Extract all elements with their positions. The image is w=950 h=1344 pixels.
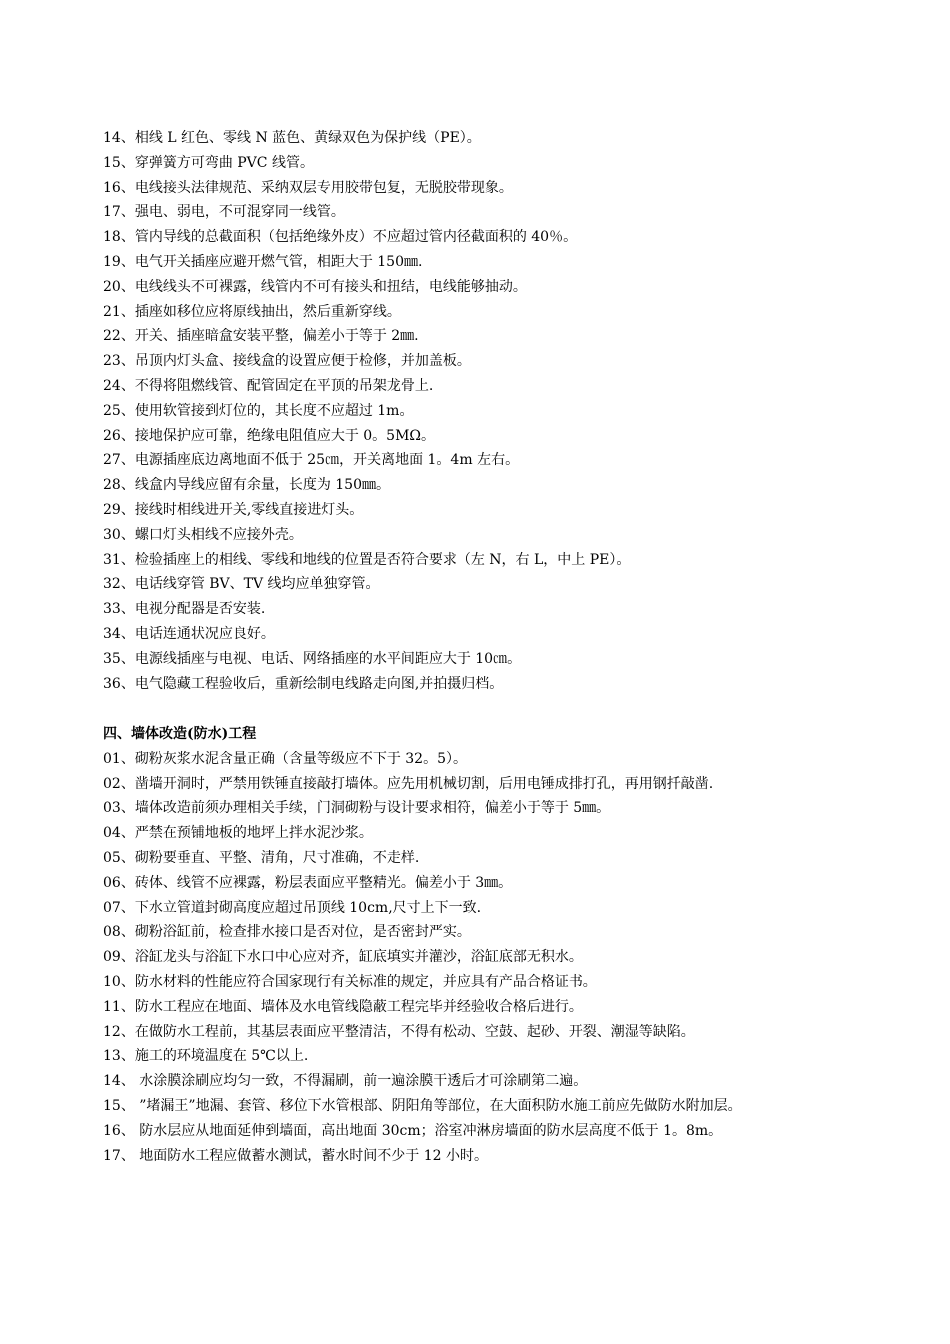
list-item: 08、砌粉浴缸前，检查排水接口是否对位，是否密封严实。 [103,924,471,941]
list-item: 15、穿弹簧方可弯曲 PVC 线管。 [103,154,314,171]
list-item: 33、电视分配器是否安装. [103,601,266,618]
list-item: 19、电气开关插座应避开燃气管，相距大于 150㎜. [103,253,423,270]
list-item: 16、电线接头法律规范、采纳双层专用胶带包复，无脱胶带现象。 [103,179,513,196]
list-item: 26、接地保护应可靠，绝缘电阻值应大于 0。5MΩ。 [103,427,436,444]
list-item: 20、电线线头不可裸露，线管内不可有接头和扭结，电线能够抽动。 [103,278,527,295]
list-item: 07、下水立管道封砌高度应超过吊顶线 10cm,尺寸上下一致. [103,899,482,916]
list-item: 25、使用软管接到灯位的，其长度不应超过 1m。 [103,402,414,419]
list-item: 28、线盒内导线应留有余量，长度为 150㎜。 [103,477,390,494]
list-item: 24、不得将阻燃线管、配管固定在平顶的吊架龙骨上. [103,377,434,394]
list-item: 01、砌粉灰浆水泥含量正确（含量等级应不下于 32。5）。 [103,750,467,767]
list-item: 27、电源插座底边离地面不低于 25㎝，开关离地面 1。4m 左右。 [103,452,520,469]
list-item: 13、施工的环境温度在 5℃以上. [103,1048,309,1065]
list-item: 35、电源线插座与电视、电话、网络插座的水平间距应大于 10㎝。 [103,650,522,667]
list-item: 10、防水材料的性能应符合国家现行有关标准的规定，并应具有产品合格证书。 [103,973,597,990]
list-item: 17、强电、弱电，不可混穿同一线管。 [103,204,345,221]
list-item: 11、防水工程应在地面、墙体及水电管线隐蔽工程完毕并经验收合格后进行。 [103,998,583,1015]
list-item: 23、吊顶内灯头盒、接线盒的设置应便于检修，并加盖板。 [103,353,471,370]
list-item: 03、墙体改造前须办理相关手续，门洞砌粉与设计要求相符，偏差小于等于 5㎜。 [103,800,611,817]
list-item: 16、 防水层应从地面延伸到墙面，高出地面 30cm；浴室冲淋房墙面的防水层高度不低于 1。8m。 [103,1122,723,1139]
list-item: 17、 地面防水工程应做蓄水测试，蓄水时间不少于 12 小时。 [103,1147,488,1164]
list-item: 02、凿墙开洞时，严禁用铁锤直接敲打墙体。应先用机械切割，后用电锤成排打孔，再用钢扦敲凿. [103,775,714,792]
section-heading: 四、墙体改造(防水)工程 [103,726,257,742]
list-item: 14、 水涂膜涂刷应均匀一致，不得漏刷，前一遍涂膜干透后才可涂刷第二遍。 [103,1073,588,1090]
list-item: 05、砌粉要垂直、平整、清角，尺寸准确，不走样. [103,849,420,866]
list-item: 21、插座如移位应将原线抽出，然后重新穿线。 [103,303,401,320]
list-item: 04、严禁在预铺地板的地坪上拌水泥沙浆。 [103,825,373,842]
list-item: 30、螺口灯头相线不应接外壳。 [103,526,303,543]
list-item: 29、接线时相线进开关,零线直接进灯头。 [103,501,364,518]
electrical-requirements-list [103,126,863,696]
list-item: 15、 ”堵漏王”地漏、套管、移位下水管根部、阴阳角等部位，在大面积防水施工前应先做防水附加层。 [103,1097,742,1114]
list-item: 14、相线 L 红色、零线 N 蓝色、黄绿双色为保护线（PE）。 [103,130,481,146]
list-item: 12、在做防水工程前，其基层表面应平整清洁，不得有松动、空鼓、起砂、开裂、潮湿等缺陷。 [103,1023,695,1040]
list-item: 36、电气隐藏工程验收后，重新绘制电线路走向图,并拍摄归档。 [103,675,504,692]
wall-waterproofing-section [103,722,863,1168]
list-item: 32、电话线穿管 BV、TV 线均应单独穿管。 [103,576,380,593]
list-item: 34、电话连通状况应良好。 [103,625,275,642]
list-item: 22、开关、插座暗盒安装平整，偏差小于等于 2㎜. [103,328,419,345]
list-item: 09、浴缸龙头与浴缸下水口中心应对齐，缸底填实并灌沙，浴缸底部无积水。 [103,949,583,966]
list-item: 06、砖体、线管不应裸露，粉层表面应平整精光。偏差小于 3㎜。 [103,874,513,891]
list-item: 31、检验插座上的相线、零线和地线的位置是否符合要求（左 N，右 L，中上 PE）。 [103,551,631,568]
list-item: 18、管内导线的总截面积（包括绝缘外皮）不应超过管内径截面积的 40％。 [103,229,578,246]
